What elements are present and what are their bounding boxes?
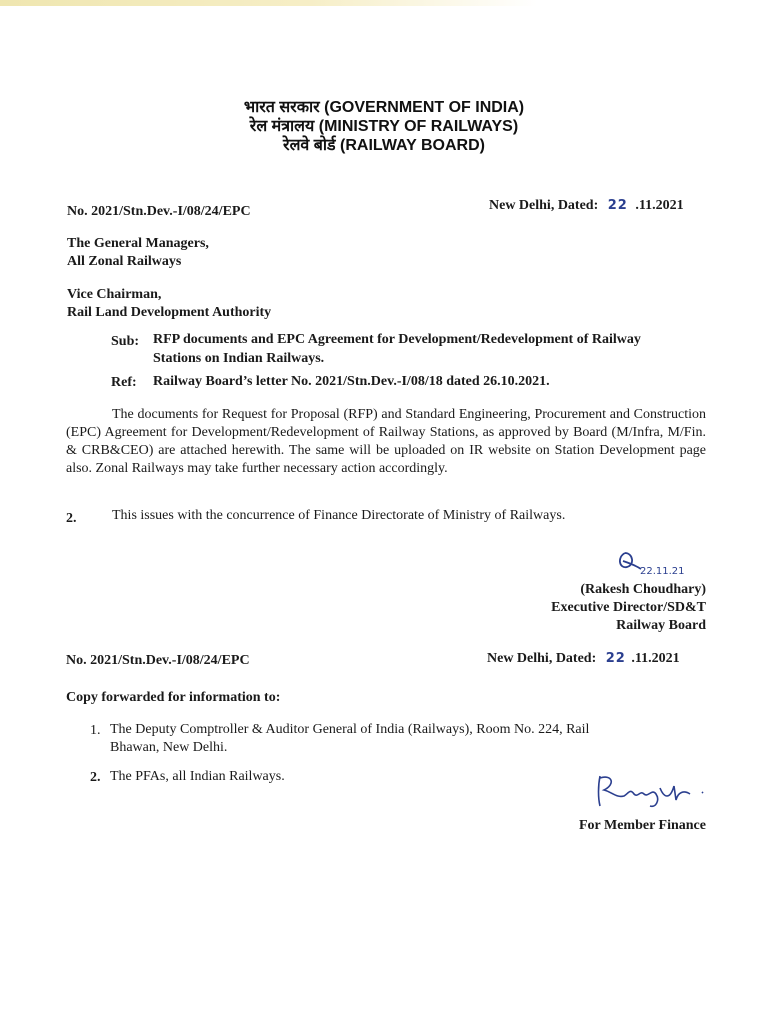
signature-date: 22.11.21: [640, 566, 685, 577]
addressee-2-line-1: Vice Chairman,: [67, 287, 162, 302]
copy-date-suffix: .11.2021: [631, 651, 680, 666]
letter-date-handwritten: 22: [607, 198, 628, 213]
paragraph-2-text: This issues with the concurrence of Finance Directorate of Ministry of Railways.: [112, 508, 566, 523]
addressee-1-line-1: The General Managers,: [67, 236, 209, 251]
copy-item-1-number: 1.: [90, 723, 101, 738]
subject-line-2: Stations on Indian Railways.: [153, 351, 325, 366]
copy-item-2-text: The PFAs, all Indian Railways.: [110, 769, 285, 784]
copy-item-1-line-2: Bhawan, New Delhi.: [110, 740, 228, 755]
copy-heading: Copy forwarded for information to:: [66, 690, 281, 705]
letter-file-number: No. 2021/Stn.Dev.-I/08/24/EPC: [67, 204, 251, 219]
addressee-1-line-2: All Zonal Railways: [67, 254, 182, 269]
copy-item-1-line-1: The Deputy Comptroller & Auditor General of India (Railways), Room No. 224, Rail: [110, 722, 590, 737]
letter-date: [489, 198, 684, 214]
header-ministry: रेल मंत्रालय (MINISTRY OF RAILWAYS): [249, 118, 519, 135]
letter-date-suffix: .11.2021: [635, 198, 684, 213]
paragraph-2-number: 2.: [66, 511, 77, 526]
letter-date-label: New Delhi, Dated:: [489, 198, 599, 213]
header-board: रेलवे बोर्ड (RAILWAY BOARD): [283, 137, 485, 154]
footer-for-member-finance: For Member Finance: [578, 818, 706, 833]
paragraph-1: [66, 406, 706, 478]
subject-label: Sub:: [111, 334, 140, 349]
copy-date-label: New Delhi, Dated:: [487, 651, 597, 666]
copy-item-2-number: 2.: [90, 770, 101, 785]
signatory-name: (Rakesh Choudhary): [580, 582, 706, 597]
paragraph-1-text: The documents for Request for Proposal (RFP) and Standard Engineering, Procurement and Construction (EPC) Agreement for Development/Redevelopment of Railway Stations, as approved by Board (M/Infra, M/Fin. & CRB&CEO) are attached herewith. The same will be uploaded on IR website on Station Development page also. Zonal Railways may take further necessary action accordingly.: [66, 407, 706, 476]
copy-file-number: No. 2021/Stn.Dev.-I/08/24/EPC: [66, 653, 250, 668]
copy-date: [487, 651, 680, 667]
reference-text: Railway Board’s letter No. 2021/Stn.Dev.-I/08/18 dated 26.10.2021.: [153, 374, 550, 389]
signatory-organization: Railway Board: [616, 618, 706, 633]
reference-label: Ref:: [111, 375, 137, 390]
header-government: भारत सरकार (GOVERNMENT OF INDIA): [243, 99, 525, 116]
page-top-edge: [0, 0, 768, 6]
signatory-title: Executive Director/SD&T: [551, 600, 706, 615]
signature-member-finance: [590, 770, 720, 816]
addressee-2-line-2: Rail Land Development Authority: [67, 305, 272, 320]
subject-line-1: RFP documents and EPC Agreement for Development/Redevelopment of Railway: [153, 332, 641, 347]
copy-date-handwritten: 22: [605, 651, 626, 666]
